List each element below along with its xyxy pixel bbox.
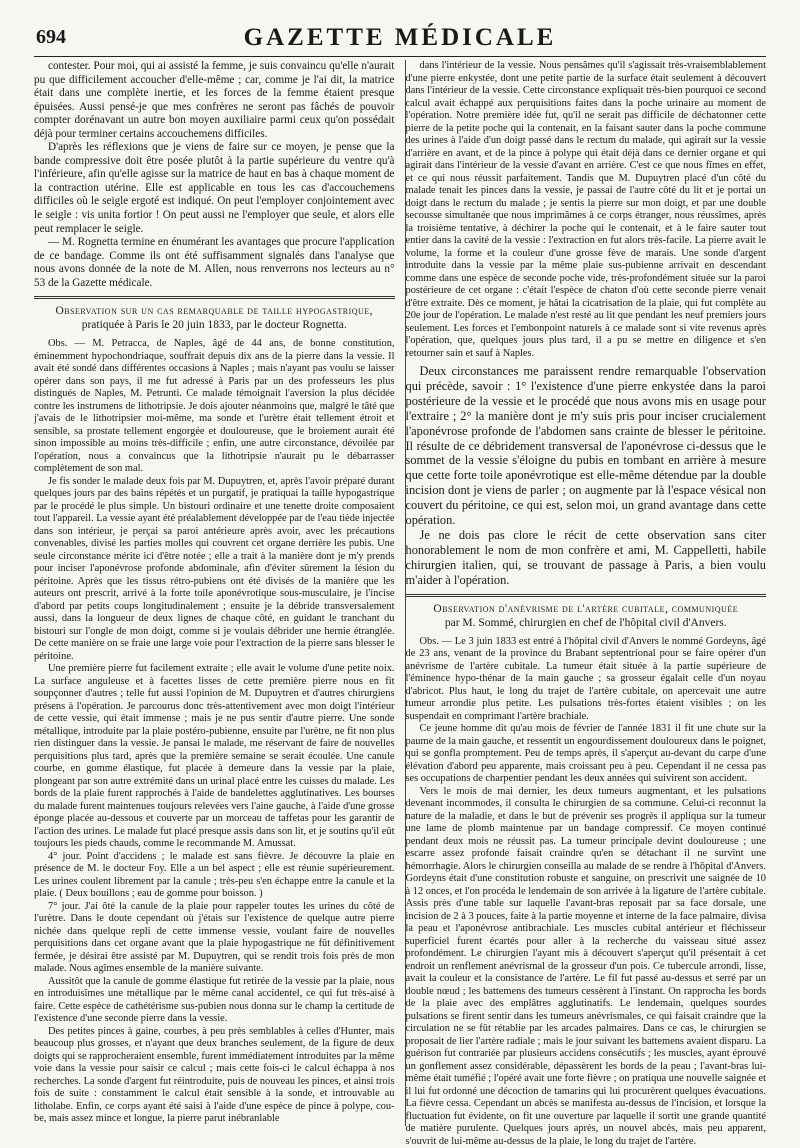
section-divider	[34, 296, 395, 299]
journal-title: GAZETTE MÉDICALE	[243, 24, 557, 51]
page-header	[34, 22, 766, 57]
paragraph: Des petites pinces à gaine, courbes, à peu près semblables à celles d'Hunter, mais beaucoup plus grosses, et n'ayant que deux branches seulement, de la figure de deux doigts qui se rapprocheraient ensemble, furent immédiatement introduites par la même voie dans la vessie pour saisir ce calcul ; mais cette fois-ci le calcul échappa à nos recherches. La sonde d'argent fut réintroduite, puis de nouveau les pinces, et ainsi trois fois de suite : constamment le calcul était sensible à la sonde, et introuvable au litholabe. Enfin, ce corps ayant été saisi à l'aide d'une espèce de pince à polype, cou-be, mais assez mince et longue, la pierre parut inébranlable	[34, 1025, 395, 1125]
right-column	[405, 60, 767, 1147]
observation-title: Observation sur un cas remarquable de taille hypogastrique,	[55, 305, 374, 318]
observation-subtitle: par M. Sommé, chirurgien en chef de l'hôpital civil d'Anvers.	[444, 616, 727, 629]
paragraph: Obs. — M. Petracca, de Naples, âgé de 44 ans, de bonne constitution, éminemment hypochondriaque, souffrait depuis dix ans de la pierre dans la vessie. Il avait été sondé dans différentes occasions à Naples ; mais n'ayant pas voulu se laisser opérer dans son pays, il me fut adressé à Paris par un des professeurs les plus distingués de Naples, M. Petrunti. Ce malade témoignait l'aversion la plus décidée contre les instrumens de lithotripsie. Je dois ajouter néanmoins que, malgré le tâté que j'avais de le lithotripsier moi-même, ma sonde et l'urètre était tellement étroit et sensible, sa prostate tellement engorgée et douloureuse, que le broiement aurait été sinon impossible au moins très-difficile ; enfin, une autre circonstance, dévoilée par l'opération, nous a convaincus que la lithotripsie n'aurait pu le débarrasser complètement de son mal.	[34, 338, 395, 475]
paragraph: Je ne dois pas clore le récit de cette observation sans citer honorablement le nom de mon confrère et ami, M. Cappelletti, habile chirurgien italien, qui, se trouvant de passage à Paris, a bien voulu m'aider à l'opération.	[405, 527, 766, 587]
section-heading	[34, 304, 395, 332]
section-heading	[406, 602, 767, 630]
paragraph: Deux circonstances me paraissent rendre remarquable l'observation qui précède, savoir : 1° l'existence d'une pierre enkystée dans la paroi postérieure de la vessie et le procédé que nous avons mis en usage pour l'extraire ; 2° la manière dont je m'y suis pris pour inciser crucialement l'aponévrose profonde de l'abdomen sans crainte de blesser le péritoine. Il résulte de ce débridement transversal de l'aponévrose ci-dessus que le sommet de la vessie s'éloigne du pubis en tombant en arrière à mesure que cette forte toile aponévrotique est elle-même détendue par la double incision dont je viens de parler ; on augmente par là l'espace vésical non couvert du péritoine, ce qui est, selon moi, un grand avantage dans cette opération.	[405, 364, 766, 528]
paragraph: 7° jour. J'ai ôté la canule de la plaie pour rappeler toutes les urines du côté de l'urètre. Dans le doute cependant où j'étais sur l'existence de quelque autre pierre nichée dans quelque repli de cette immense vessie, voulant faire de nouvelles perquisitions dans cet organe avant que la plaie hypogastrique ne fût définitivement fermée, je désirai être assisté par M. Dupuytren, qui se rendit trois fois près de mon malade. Nous agîmes ensemble de la manière suivante.	[34, 900, 395, 975]
columns	[34, 60, 766, 1147]
page-number: 694	[36, 26, 66, 48]
paragraph: Vers le mois de mai dernier, les deux tumeurs augmentant, et les pulsations devenant incommodes, il consulta le chirurgien de sa commune. Celui-ci reconnut la nature de la maladie, et dans le but de prévenir ses progrès il appliqua sur la tumeur une lame de plomb maintenue par un bandage compressif. Ce moyen continué pendant deux mois ne réussit pas. La tumeur principale devint douloureuse ; une escarre assez profonde faisait craindre qu'en se détachant il ne survînt une hémorrhagie. Alors le chirurgien conseilla au malade de se rendre à l'hôpital d'Anvers. Gordeyns était d'une constitution robuste et sanguine, on prescrivit une saignée de 10 à 12 onces, et l'on procéda le lendemain de son arrivée à la ligature de l'artère cubitale. Assis près d'une table sur laquelle l'avant-bras reposait par sa face dorsale, une incision de 2 à 3 pouces, faite à la partie moyenne et interne de la face palmaire, divisa la peau et l'aponévrose antibrachiale. Les muscles cubital antérieur et fléchisseur superficiel furent écartés pour aller à la recherche du vaisseau situé assez profondément. Le chirurgien l'ayant mis à découvert s'aperçut qu'il présentait à cet endroit un renflement anévrismal de la grosseur d'un pois. Ce tubercule arrondi, lisse, avait la couleur et la consistance de l'artère. Le fil fut passé au-dessus et serré par un double nœud ; les battemens des tumeurs cessèrent à l'instant. On rapprocha les bords de la plaie avec des emplâtres agglutinatifs. Le lendemain, quelques sourdes pulsations se firent sentir dans les tumeurs anévrismales, ce qui faisait craindre que la circulation ne se fût rétablie par les arcades palmaires. Dans ce cas, le chirurgien se proposait de lier l'artère radiale ; mais le jour suivant les battemens avaient disparu. La guérison fut contrariée par plusieurs accidens consécutifs ; les muscles, ayant éprouvé un gonflement assez considérable, dépassèrent les bords de la peau ; l'avant-bras lui-même était tuméfié ; l'opéré avait une forte fièvre ; on pratiqua une nouvelle saignée et il lui fut ordonné une décoction de tamarins qui lui procurèrent quelques évacuations. La fièvre cessa. Cependant un abcès se manifesta au-dessus de l'incision, et lorsque la fluctuation fut évidente, on fit une ouverture par laquelle il sortit une grande quantité de matière purulente. Quelques jours après, un nouvel abcès, mais peu apparent, s'ouvrit de lui-même au-dessus de la plaie, le long du trajet de l'artère.	[405, 785, 766, 1147]
observation-subtitle: pratiquée à Paris le 20 juin 1833, par le docteur Rognetta.	[81, 319, 347, 332]
section-divider	[406, 594, 767, 597]
paragraph: D'après les réflexions que je viens de faire sur ce moyen, je pense que la bande compressive doit être posée plutôt à la partie supérieure du ventre qu'à l'inférieure, afin qu'elle agisse sur la matrice de haut en bas à chaque moment de la contraction utérine. Elle est applicable en tous les cas d'accouchemens difficiles où le seigle ergoté est indiqué. On peut l'employer conjointement avec le seigle : vis unita fortior ! On peut aussi ne l'employer que seule, et alors elle peut remplacer le seigle.	[34, 141, 395, 235]
paragraph: dans l'intérieur de la vessie. Nous pensâmes qu'il s'agissait très-vraisemblablement d'une pierre enkystée, dont une petite partie de la surface était seulement à découvert dans l'intérieur de la vessie. Cette circonstance expliquait très-bien pourquoi ce second calcul avait échappé aux perquisitions faites dans la poche urinaire au moment de l'opération. Notre première idée fut, qu'il ne serait pas difficile de déchatonner cette pierre de la petite poche qui la contenait, en la faisant sauter dans la poche commune des urines à l'aide d'un doigt passé dans le rectum du malade, qui agirait sur la vessie d'arrière en avant, et de la pince à polype qui était déjà dans ce dernier organe et qui agirait dans l'intérieur de la vessie d'avant en arrière. C'est ce que nous fîmes en effet, et ce qui nous réussit parfaitement. Tandis que M. Dupuytren placé d'un côté du malade tenait les pinces dans la vessie, je passai de l'autre côté du lit et je portai un doigt dans le rectum du malade ; je sentis la pierre sur mon doigt, et par une double secousse simultanée que nous imprimâmes à ce corps étranger, nous réussîmes, après la troisième tentative, à déchirer la poche qui le contenait, et à le faire sauter tout entier dans la cavité de la vessie : l'extraction en fut alors très-facile. La pierre avait le volume, la forme et la couleur d'une grosse fève de marais. Une sonde d'argent introduite dans la vessie par la même plaie sus-pubienne arrivait en descendant comme dans une espèce de seconde poche vide, très-profondément située sur la paroi postérieure de cet organe : c'était l'espèce de chaton d'où cette seconde pierre venait d'être extraite. Dès ce moment, je hâtai la cicatrisation de la plaie, qui fut complète au 20e jour de l'opération. Le malade n'est resté au lit que pendant les neuf premiers jours seulement. Les forces et l'embonpoint naturels à ce malade sont si vite revenus après l'opération, que, quelques jours plus tard, il a pu se mettre en diligence et s'en retourner sain et sauf à Naples.	[405, 60, 766, 359]
paragraph: Aussitôt que la canule de gomme élastique fut retirée de la vessie par la plaie, nous en introduisîmes une métallique par le même canal accidentel, ce qui fut très-aisé à faire. Cette espèce de cathétérisme sus-pubien nous donna sur le champ la certitude de l'existence d'une seconde pierre dans la vessie.	[34, 975, 395, 1025]
paragraph: Ce jeune homme dit qu'au mois de février de l'année 1831 il fit une chute sur la paume de la main gauche, et ressentit un engourdissement douloureux dans le poignet, qui se gonfla promptement. Peu de temps après, il s'aperçut au-devant du carpe d'une élévation d'abord peu apparente, mais croissant peu à peu. Cependant il ne cessa pas ses occupations de charpentier pendant les deux années qui suivirent son accident.	[405, 723, 766, 785]
left-column	[34, 60, 395, 1126]
observation-title: Observation d'anévrisme de l'artère cubitale, communiquée	[433, 602, 739, 615]
paragraph: Je fis sonder le malade deux fois par M. Dupuytren, et, après l'avoir préparé durant quelques jours par des bains répétés et un purgatif, je pratiquai la taille hypogastrique par le procédé le plus simple. Un bistouri ordinaire et une tenette droite composaient tout l'appareil. La vessie ayant été préalablement développée par de l'eau tiède injectée dans son intérieur, je perçai sa paroi antérieure après avoir, avec les précautions convenables, divisé les parties molles qui couvrent cet organe derrière les pubis. Une seule circonstance mérite ici d'être notée ; elle a trait à la manière dont je m'y prends pour inciser l'aponévrose profonde abdominale, afin d'éviter sûrement la lésion du péritoine. Après que les tissus rétro-pubiens ont été divisés de la manière que les auteurs ont prescrit, arrivé à la forte toile aponévrotique sous-musculaire, je l'incise d'abord par petits coups longitudinalement ; ensuite je la débride transversalement aussi, dans la longueur de deux lignes de chaque côté, en guidant le tranchant du bistouri sur l'ongle de mon doigt, comme si je voulais débrider une hernie étranglée. De cette manière on se fraie une large voie pour l'extraction de la pierre sans blesser le péritoine.	[34, 475, 395, 662]
paragraph: — M. Rognetta termine en énumérant les avantages que procure l'application de ce bandage. Comme ils ont été suffisamment signalés dans l'analyse que nous avons donnée de la note de M. Allen, nous renverrons nos lecteurs au n° 53 de la Gazette médicale.	[34, 236, 395, 289]
paragraph: Obs. — Le 3 juin 1833 est entré à l'hôpital civil d'Anvers le nommé Gordeyns, âgé de 23 ans, venant de la province du Brabant septentrional pour se faire opérer d'un anévrisme de l'artère cubitale. La tumeur était située à la partie supérieure de l'éminence hypo-thénar de la main gauche ; sa grosseur égalait celle d'un noyau d'abricot. Plus haut, le long du trajet de l'artère cubitale, on apercevait une autre tumeur arrondie plus petite. Les pulsations très-fortes étaient visibles ; on les suspendait en comprimant l'artère brachiale.	[405, 635, 766, 722]
paragraph: contester. Pour moi, qui ai assisté la femme, je suis convaincu qu'elle n'aurait pu que difficilement accoucher d'elle-même ; car, comme je l'ai dit, la matrice était dans une complète inertie, et les forces de la femme étaient presque épuisées. Aussi pensé-je que mes confrères ne seront pas fâchés de pouvoir compter dorénavant un autre bon moyen auxiliaire parmi ceux qu'on possédait déjà pour terminer certains accouchemens difficiles.	[34, 60, 395, 140]
paragraph: 4° jour. Point d'accidens ; le malade est sans fièvre. Je découvre la plaie en présence de M. le docteur Foy. Elle a un bel aspect ; elle est réunie supérieurement. Les urines coulent librement par la canule ; très-peu s'en échappe entre la canule et la plaie. ( Deux bouillons ; eau de gomme pour boisson. )	[34, 850, 395, 900]
paragraph: Une première pierre fut facilement extraite ; elle avait le volume d'une petite noix. La surface anguleuse et à facettes lisses de cette première pierre nous en fit soupçonner d'autres ; telle fut aussi l'opinion de M. Dupuytren et d'autres chirurgiens présens à l'opération. Je parcourus donc très-attentivement avec mon doigt l'intérieur de cette vessie, qui était immense ; mais je ne pus sentir d'autre pierre. Une sonde métallique, introduite par la plaie postéro-pubienne, ensuite par l'urètre, ne fit non plus rien distinguer dans la vessie. Je pansai le malade, me réservant de faire de nouvelles perquisitions plus tard, après que la première semaine se serait écoulée. Une canule courbe, en gomme élastique, fut placée à demeure dans la vessie par la plaie, plongeant par son autre extrémité dans un urinal placé entre les cuisses du malade. Les bords de la plaie furent rapprochés à l'aide de bandelettes agglutinatives. Les bourses du malade furent maintenues toujours relevées vers l'aine gauche, à l'aide d'une grosse éponge placée au-dessous et couverte par un morceau de taffetas pour les garantir de l'action des urines. Le malade fut placé presque assis dans son lit, et je soutins qu'il eût toujours les pieds chauds, comme le recommande M. Amussat.	[34, 663, 395, 850]
